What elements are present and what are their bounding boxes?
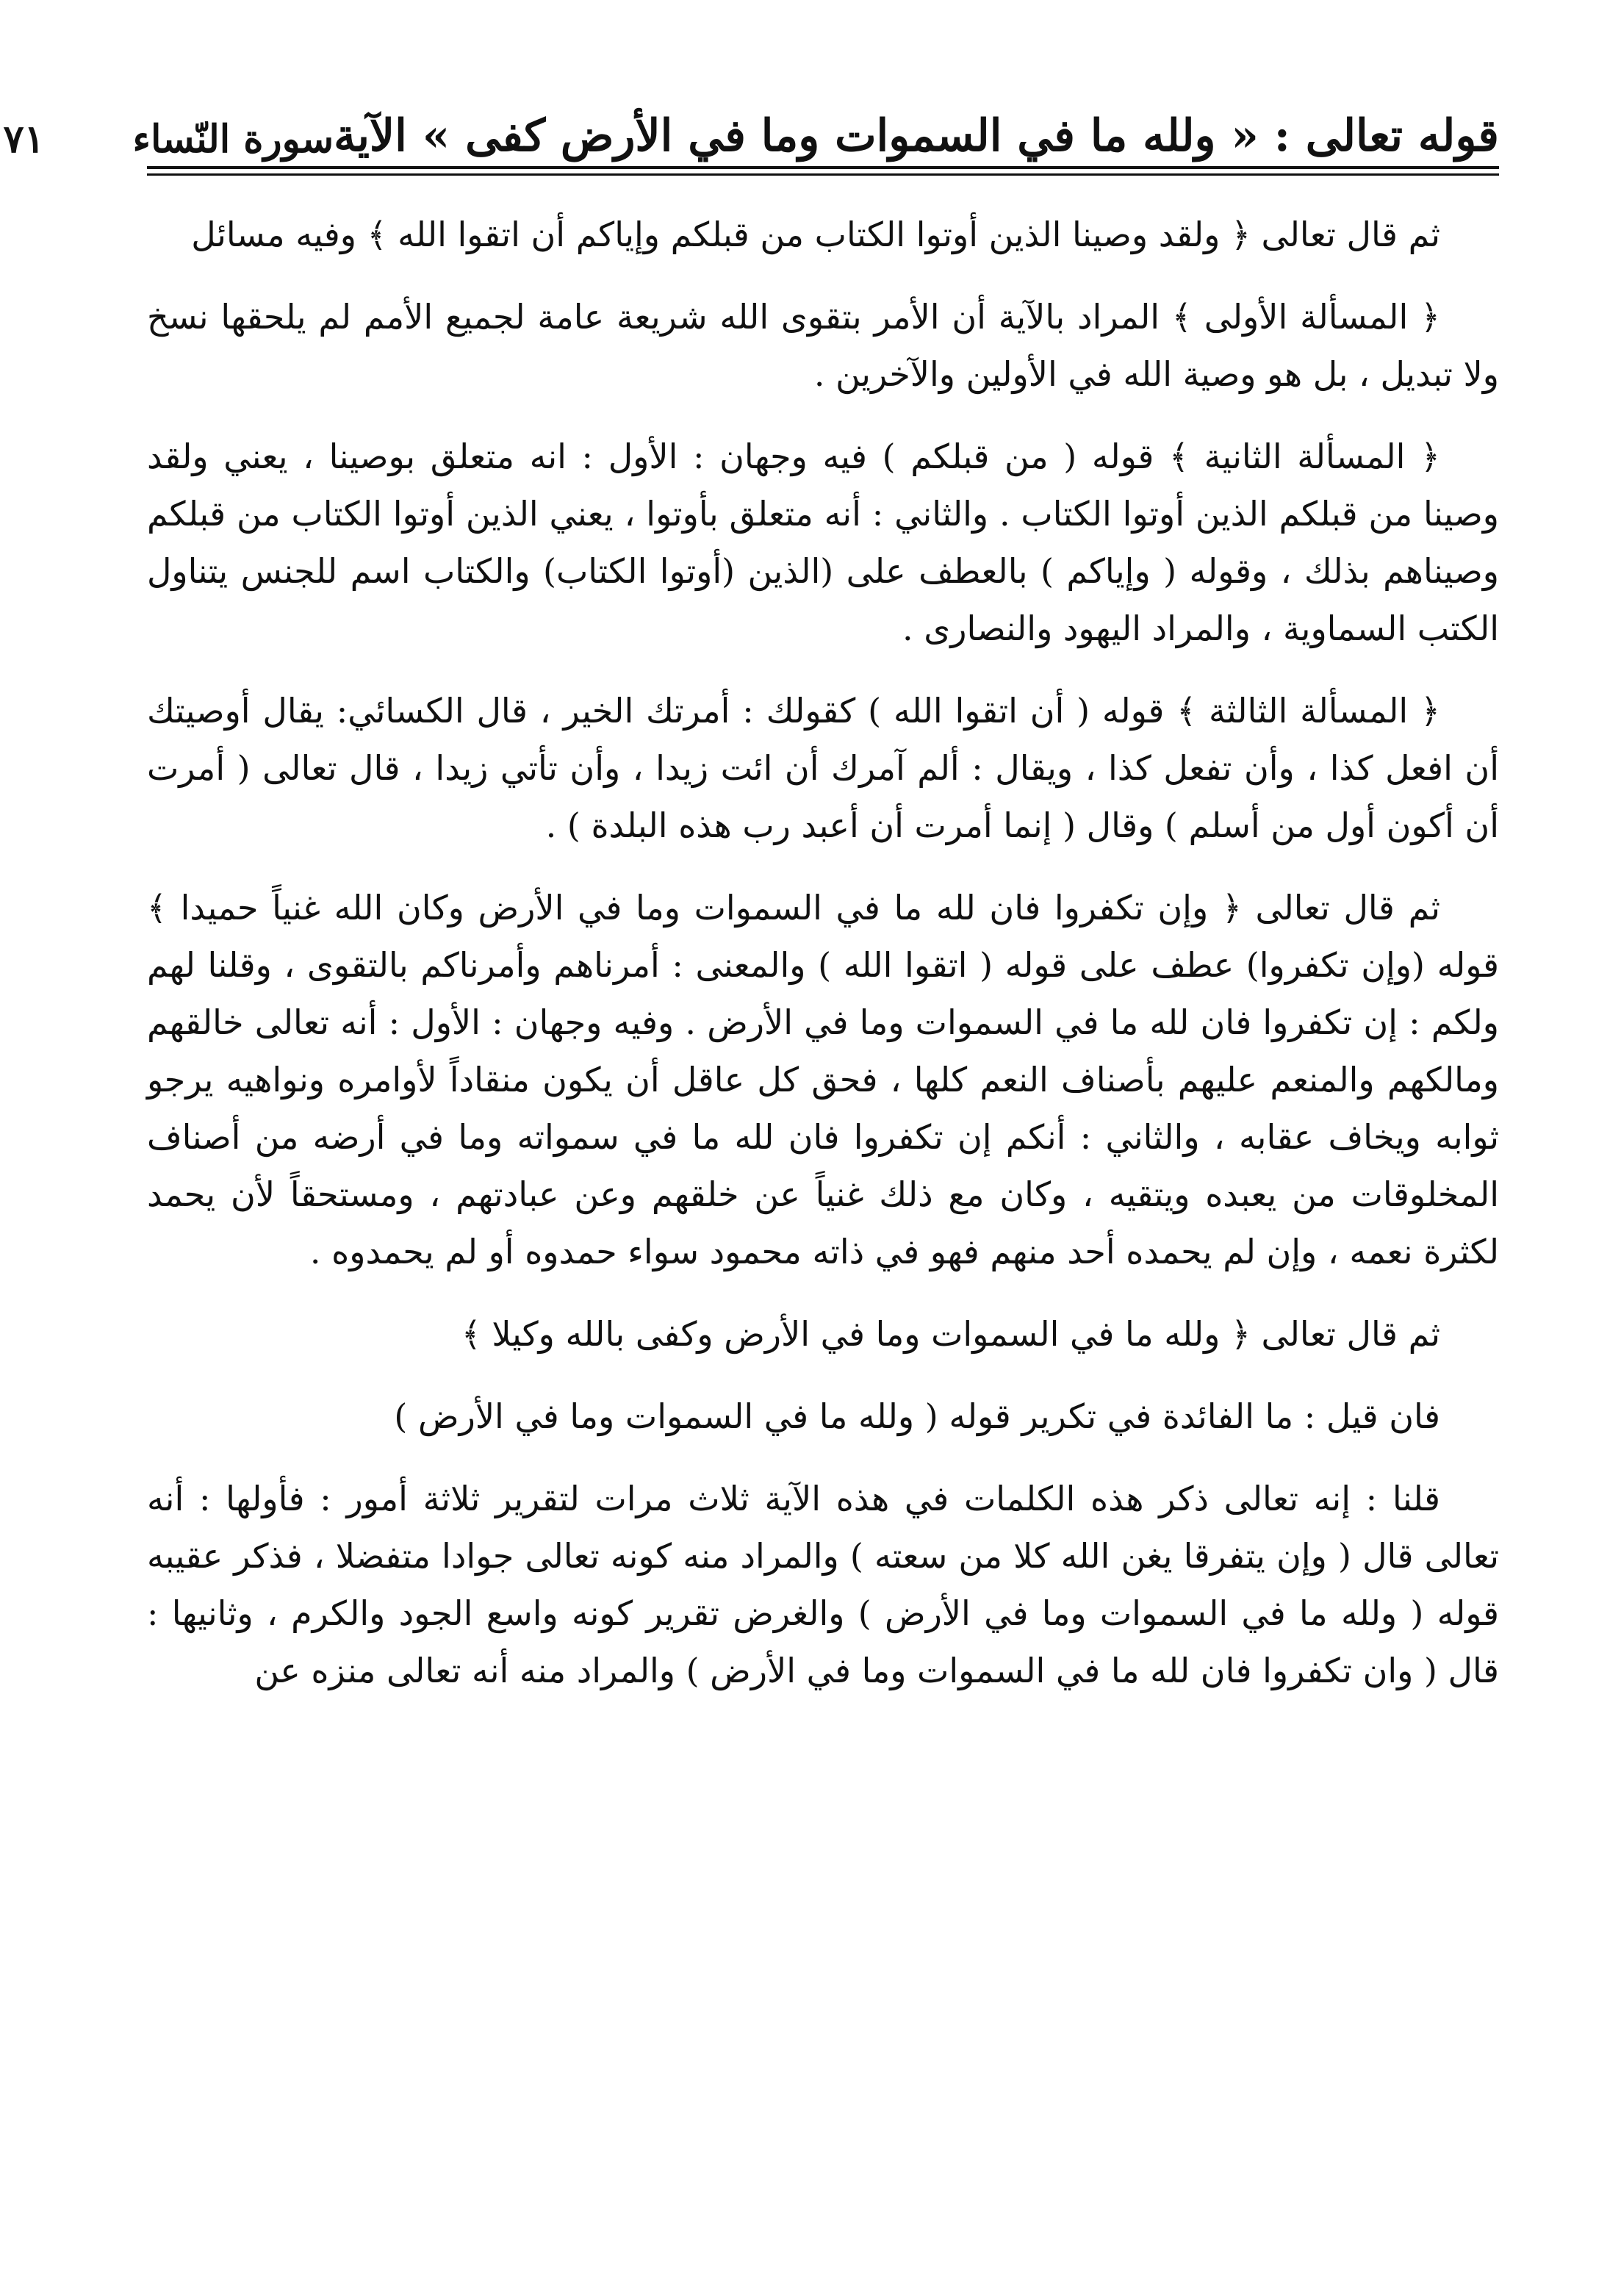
paragraph-verse-disbelief: ثم قال تعالى ﴿ وإن تكفروا فان لله ما في السموات وما في الأرض وكان الله غنياً حميدا ﴾ قوله (وإن تكفروا) عطف على قوله ( اتقوا الله ) والمعنى : أمرناهم وأمرناكم بالتقوى ، وقلنا لهم ولكم : إن تكفروا فان لله ما في السموات وما في الأرض . وفيه وجهان : الأول : أنه تعالى خالقهم ومالكهم والمنعم عليهم بأصناف النعم كلها ، فحق كل عاقل أن يكون منقاداً لأوامره ونواهيه يرجو ثوابه ويخاف عقابه ، والثاني : أنكم إن تكفروا فان لله ما في سمواته وما في أرضه من أصناف المخلوقات من يعبده ويتقيه ، وكان مع ذلك غنياً عن خلقهم وعن عبادتهم ، ومستحقاً لأن يحمد لكثرة نعمه ، وإن لم يحمده أحد منهم فهو في ذاته محمود سواء حمدوه أو لم يحمدوه . (147, 888, 1500, 1271)
page-number: ٧١ (3, 117, 45, 162)
paragraph-first-issue: ﴿ المسألة الأولى ﴾ المراد بالآية أن الأمر بتقوى الله شريعة عامة لجميع الأمم لم يلحقها نسخ ولا تبديل ، بل هو وصية الله في الأولين والآخرين . (147, 297, 1499, 394)
running-header (3, 88, 1499, 162)
header-rule-double (147, 173, 1499, 176)
body-text (147, 206, 1499, 1724)
paragraph-second-issue: ﴿ المسألة الثانية ﴾ قوله ( من قبلكم ) فيه وجهان : الأول : انه متعلق بوصينا ، يعني ولقد وصينا من قبلكم الذين أوتوا الكتاب . والثاني : أنه متعلق بأوتوا ، يعني الذين أوتوا الكتاب من قبلكم وصيناهم بذلك ، وقوله ( وإياكم ) بالعطف على (الذين (أوتوا الكتاب) والكتاب اسم للجنس يتناول الكتب السماوية ، والمراد اليهود والنصارى . (147, 437, 1499, 648)
header-title: قوله تعالى : « ولله ما في السموات وما في الأرض كفى » الآية (334, 110, 1499, 162)
paragraph-third-issue: ﴿ المسألة الثالثة ﴾ قوله ( أن اتقوا الله ) كقولك : أمرتك الخير ، قال الكسائي: يقال أوصيتك أن افعل كذا ، وأن تفعل كذا ، ويقال : ألم آمرك أن ائت زيدا ، وأن تأتي زيدا ، قال تعالى ( أمرت أن أكون أول من أسلم ) وقال ( إنما أمرت أن أعبد رب هذه البلدة ) . (147, 691, 1499, 845)
header-meta (4, 117, 334, 162)
paragraph-answer: قلنا : إنه تعالى ذكر هذه الكلمات في هذه الآية ثلاث مرات لتقرير ثلاثة أمور : فأولها : أنه تعالى قال ( وإن يتفرقا يغن الله كلا من سعته ) والمراد منه كونه تعالى جوادا متفضلا ، فذكر عقيبه قوله ( ولله ما في السموات وما في الأرض ) والغرض تقرير كونه واسع الجود والكرم ، وثانيها : قال ( وان تكفروا فان لله ما في السموات وما في الأرض ) والمراد منه أنه تعالى منزه عن (147, 1479, 1500, 1690)
surah-name: سورة النّساء (132, 117, 334, 162)
paragraph-verse-intro: ثم قال تعالى ﴿ ولقد وصينا الذين أوتوا الكتاب من قبلكم وإياكم أن اتقوا الله ﴾ وفيه مسائل (191, 215, 1440, 254)
header-rule (147, 166, 1499, 169)
paragraph-verse-sufficiency: ثم قال تعالى ﴿ ولله ما في السموات وما في الأرض وكفى بالله وكيلا ﴾ (461, 1314, 1440, 1354)
paragraph-question: فان قيل : ما الفائدة في تكرير قوله ( ولله ما في السموات وما في الأرض ) (394, 1396, 1440, 1436)
